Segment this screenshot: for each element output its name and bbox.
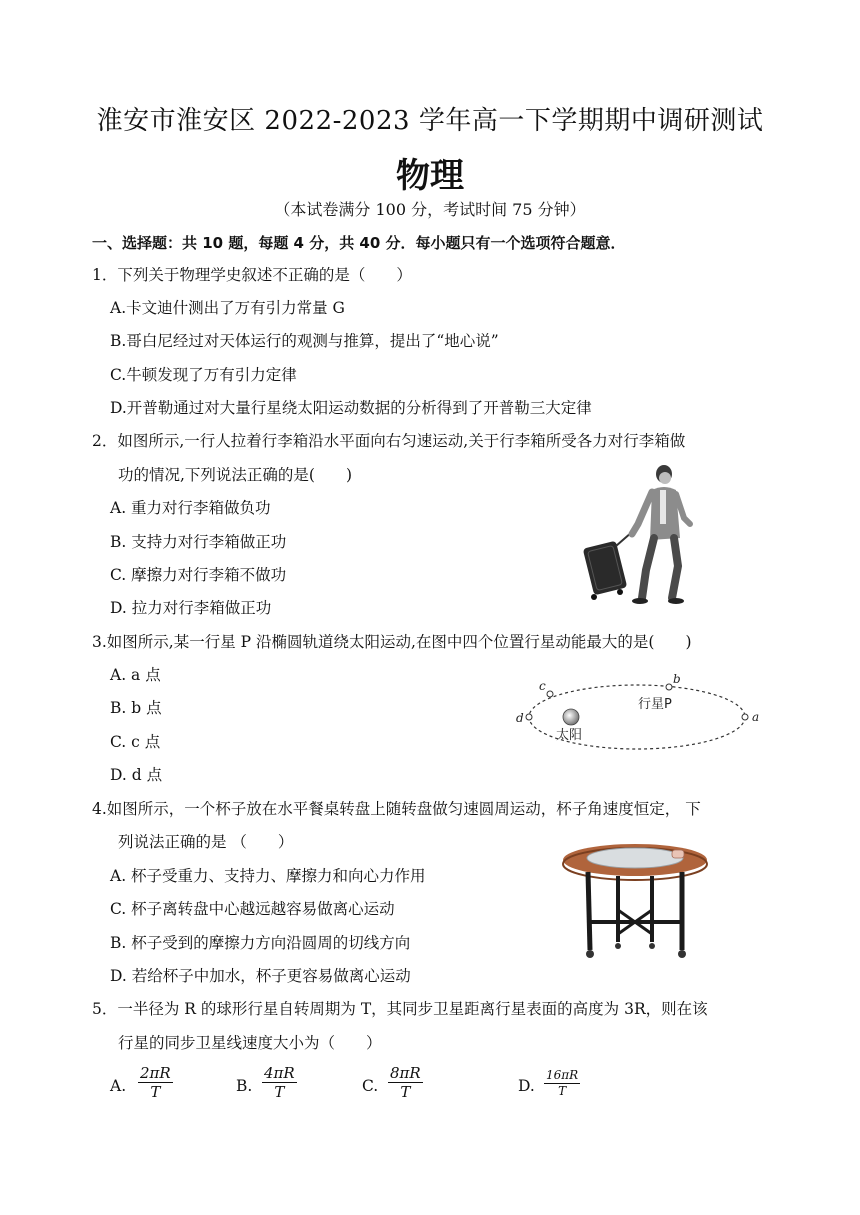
exam-title: 淮安市淮安区 2022-2023 学年高一下学期期中调研测试 [96,106,764,136]
q5-c-denominator: T [400,1083,411,1101]
label-b: b [673,672,681,686]
q4-option-b: B. 杯子受到的摩擦力方向沿圆周的切线方向 [110,934,411,952]
rotating-table-figure [560,838,710,966]
table-icon [563,844,707,958]
q2-option-b: B. 支持力对行李箱做正功 [110,533,287,551]
orbit-figure [508,672,770,756]
q5-d-numerator: 16πR [546,1068,579,1082]
q5-option-a-formula [138,1064,173,1101]
q5-stem-line1: 5．一半径为 R 的球形行星自转周期为 T，其同步卫星距离行星表面的高度为 3R，则在该 [92,1000,708,1018]
q5-option-c-label: C. [362,1077,379,1095]
q4-option-c: C. 杯子离转盘中心越远越容易做离心运动 [110,900,395,918]
q3-option-d: D. d 点 [110,766,163,784]
q5-option-b-formula [262,1064,297,1101]
sun-label: 太阳 [556,728,583,743]
q5-b-numerator: 4πR [264,1064,295,1082]
q5-d-denominator: T [558,1084,567,1098]
q5-c-numerator: 8πR [390,1064,421,1082]
exam-note: （本试卷满分 100 分，考试时间 75 分钟） [274,200,586,219]
q2-stem-line2: 功的情况,下列说法正确的是( ) [118,466,353,484]
planet-position-b [666,684,672,690]
q2-option-c: C. 摩擦力对行李箱不做功 [110,566,287,584]
q4-stem-line1: 4.如图所示，一个杯子放在水平餐桌转盘上随转盘做匀速圆周运动，杯子角速度恒定， 下 [92,800,701,818]
q3-option-a: A. a 点 [110,666,161,684]
q2-stem-line1: 2．如图所示,一行人拉着行李箱沿水平面向右匀速运动,关于行李箱所受各力对行李箱做 [92,432,686,450]
q5-option-a-label: A. [110,1077,127,1095]
q5-a-numerator: 2πR [140,1064,171,1082]
label-c: c [539,679,546,693]
walking-person-icon [632,465,690,604]
q1-option-c: C.牛顿发现了万有引力定律 [110,366,297,384]
q5-option-d-formula [544,1068,580,1099]
q4-stem-line2: 列说法正确的是 （ ） [118,833,294,851]
planet-position-c [547,691,553,697]
q4-option-a: A. 杯子受重力、支持力、摩擦力和向心力作用 [110,867,426,885]
q4-option-d: D. 若给杯子中加水，杯子更容易做离心运动 [110,967,411,985]
q1-option-a: A.卡文迪什测出了万有引力常量 G [110,299,345,317]
suitcase-walker-figure [580,462,700,607]
suitcase-icon [583,532,632,600]
q1-stem: 1．下列关于物理学史叙述不正确的是（ ） [92,266,412,284]
q5-a-denominator: T [150,1083,161,1101]
q3-stem: 3.如图所示,某一行星 P 沿椭圆轨道绕太阳运动,在图中四个位置行星动能最大的是( ) [92,633,692,651]
planet-position-d [526,714,532,720]
q5-stem-line2: 行星的同步卫星线速度大小为（ ） [118,1034,382,1052]
label-a: a [752,710,760,724]
planet-label: 行星P [638,697,672,712]
q5-option-d-label: D. [518,1077,535,1095]
q2-option-a: A. 重力对行李箱做负功 [110,499,271,517]
q2-option-d: D. 拉力对行李箱做正功 [110,599,272,617]
planet-position-a [742,714,748,720]
q1-option-d: D.开普勒通过对大量行星绕太阳运动数据的分析得到了开普勒三大定律 [110,399,592,417]
q5-option-c-formula [388,1064,423,1101]
section-heading: 一、选择题：共 10 题，每题 4 分，共 40 分．每小题只有一个选项符合题意． [92,234,626,252]
subject-title: 物理 [396,156,464,196]
sun-icon [563,709,579,725]
label-d: d [516,711,524,725]
q5-b-denominator: T [274,1083,285,1101]
q5-option-b-label: B. [236,1077,253,1095]
q3-option-c: C. c 点 [110,733,161,751]
q1-option-b: B.哥白尼经过对天体运行的观测与推算，提出了“地心说” [110,332,499,350]
q3-option-b: B. b 点 [110,699,162,717]
